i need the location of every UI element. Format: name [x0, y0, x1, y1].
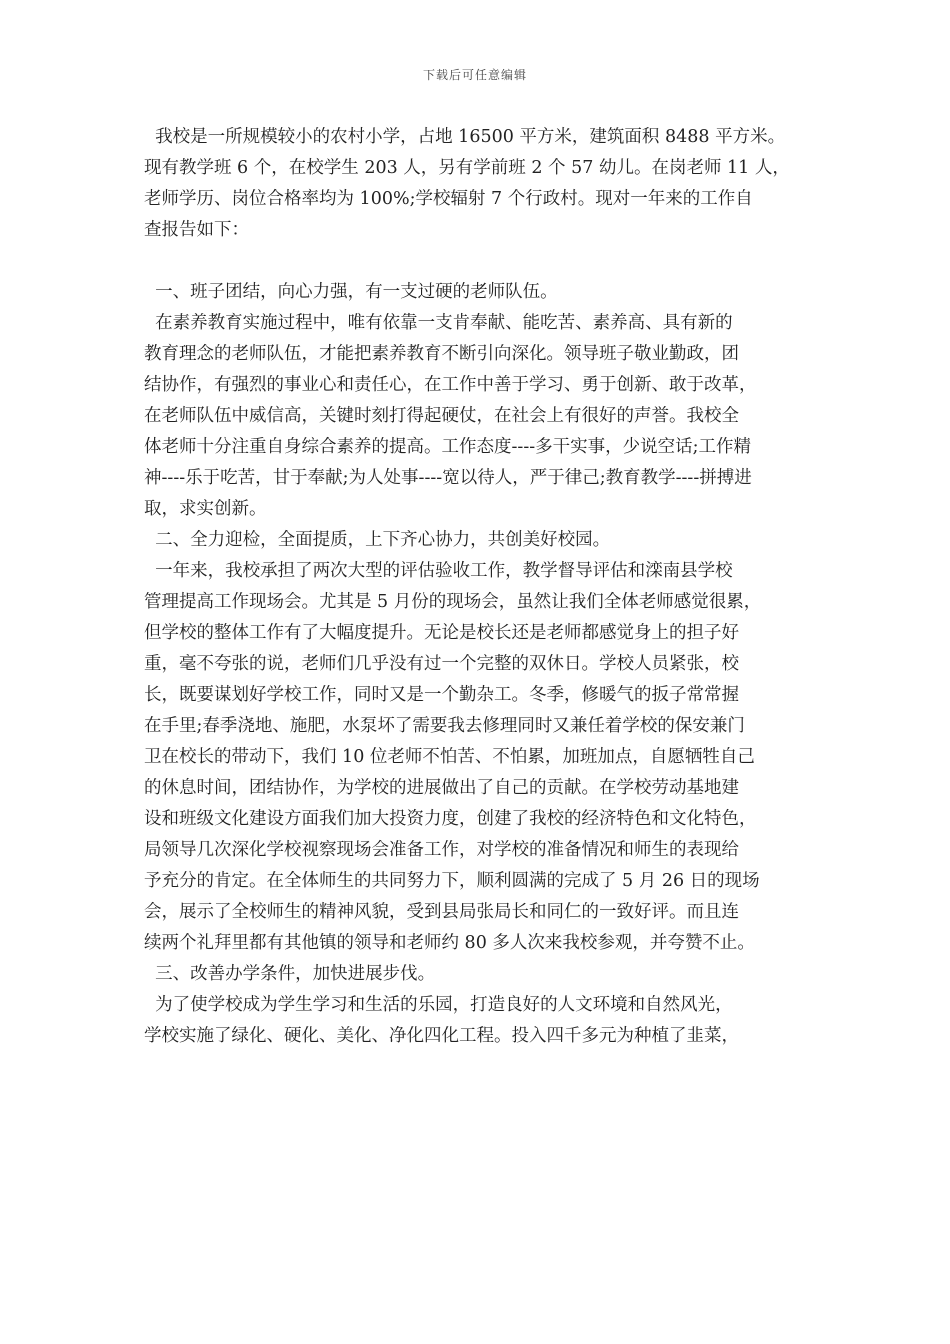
text-line-20: 在手里;春季浇地、施肥，水泵坏了需要我去修理同时又兼任着学校的保安兼门 [144, 716, 745, 736]
text-line-9: 结协作，有强烈的事业心和责任心，在工作中善于学习、勇于创新、敢于改革， [144, 375, 757, 395]
text-line-19: 长，既要谋划好学校工作，同时又是一个勤杂工。冬季，修暖气的扳子常常握 [144, 685, 739, 705]
section-heading-1: 一、班子团结，向心力强，有一支过硬的老师队伍。 [144, 282, 558, 302]
text-line-3: 老师学历、岗位合格率均为 100%;学校辐射 7 个行政村。现对一年来的工作自 [144, 189, 753, 209]
text-line-30: 学校实施了绿化、硬化、美化、净化四化工程。投入四千多元为种植了韭菜， [144, 1026, 739, 1046]
document-body [144, 122, 816, 1052]
text-line-1: 我校是一所规模较小的农村小学，占地 16500 平方米，建筑面积 8488 平方米。 [144, 127, 786, 147]
text-line-24: 局领导几次深化学校视察现场会准备工作，对学校的准备情况和师生的表现给 [144, 840, 739, 860]
text-line-23: 设和班级文化建设方面我们加大投资力度，创建了我校的经济特色和文化特色， [144, 809, 757, 829]
text-line-26: 会，展示了全校师生的精神风貌，受到县局张局长和同仁的一致好评。而且连 [144, 902, 739, 922]
blank-line [144, 246, 816, 277]
section-heading-2: 二、全力迎检，全面提质，上下齐心协力，共创美好校园。 [144, 530, 611, 550]
text-line-11: 体老师十分注重自身综合素养的提高。工作态度----多干实事，少说空话;工作精 [144, 437, 752, 457]
text-line-22: 的休息时间，团结协作，为学校的进展做出了自己的贡献。在学校劳动基地建 [144, 778, 739, 798]
text-line-8: 教育理念的老师队伍，才能把素养教育不断引向深化。领导班子敬业勤政，团 [144, 344, 739, 364]
text-line-4: 查报告如下： [144, 220, 249, 240]
text-line-18: 重，毫不夸张的说，老师们几乎没有过一个完整的双休日。学校人员紧张，校 [144, 654, 739, 674]
section-heading-3: 三、改善办学条件，加快进展步伐。 [144, 964, 436, 984]
text-line-10: 在老师队伍中威信高，关键时刻打得起硬仗，在社会上有很好的声誉。我校全 [144, 406, 739, 426]
text-line-13: 取，求实创新。 [144, 499, 267, 519]
text-line-29: 为了使学校成为学生学习和生活的乐园，打造良好的人文环境和自然风光， [144, 995, 733, 1015]
text-line-21: 卫在校长的带动下，我们 10 位老师不怕苦、不怕累，加班加点，自愿牺牲自己 [144, 747, 755, 767]
text-line-25: 予充分的肯定。在全体师生的共同努力下，顺利圆满的完成了 5 月 26 日的现场 [144, 871, 760, 891]
page-header-note: 下载后可任意编辑 [422, 68, 527, 82]
text-line-12: 神----乐于吃苦，甘于奉献;为人处事----宽以待人，严于律己;教育教学----拼搏进 [144, 468, 752, 488]
text-line-17: 但学校的整体工作有了大幅度提升。无论是校长还是老师都感觉身上的担子好 [144, 623, 739, 643]
text-line-7: 在素养教育实施过程中，唯有依靠一支肯奉献、能吃苦、素养高、具有新的 [144, 313, 733, 333]
text-line-16: 管理提高工作现场会。尤其是 5 月份的现场会，虽然让我们全体老师感觉很累， [144, 592, 762, 612]
text-line-2: 现有教学班 6 个，在校学生 203 人，另有学前班 2 个 57 幼儿。在岗老师 11 人， [144, 158, 790, 178]
text-line-15: 一年来，我校承担了两次大型的评估验收工作，教学督导评估和滦南县学校 [144, 561, 733, 581]
text-line-27: 续两个礼拜里都有其他镇的领导和老师约 80 多人次来我校参观，并夸赞不止。 [144, 933, 755, 953]
